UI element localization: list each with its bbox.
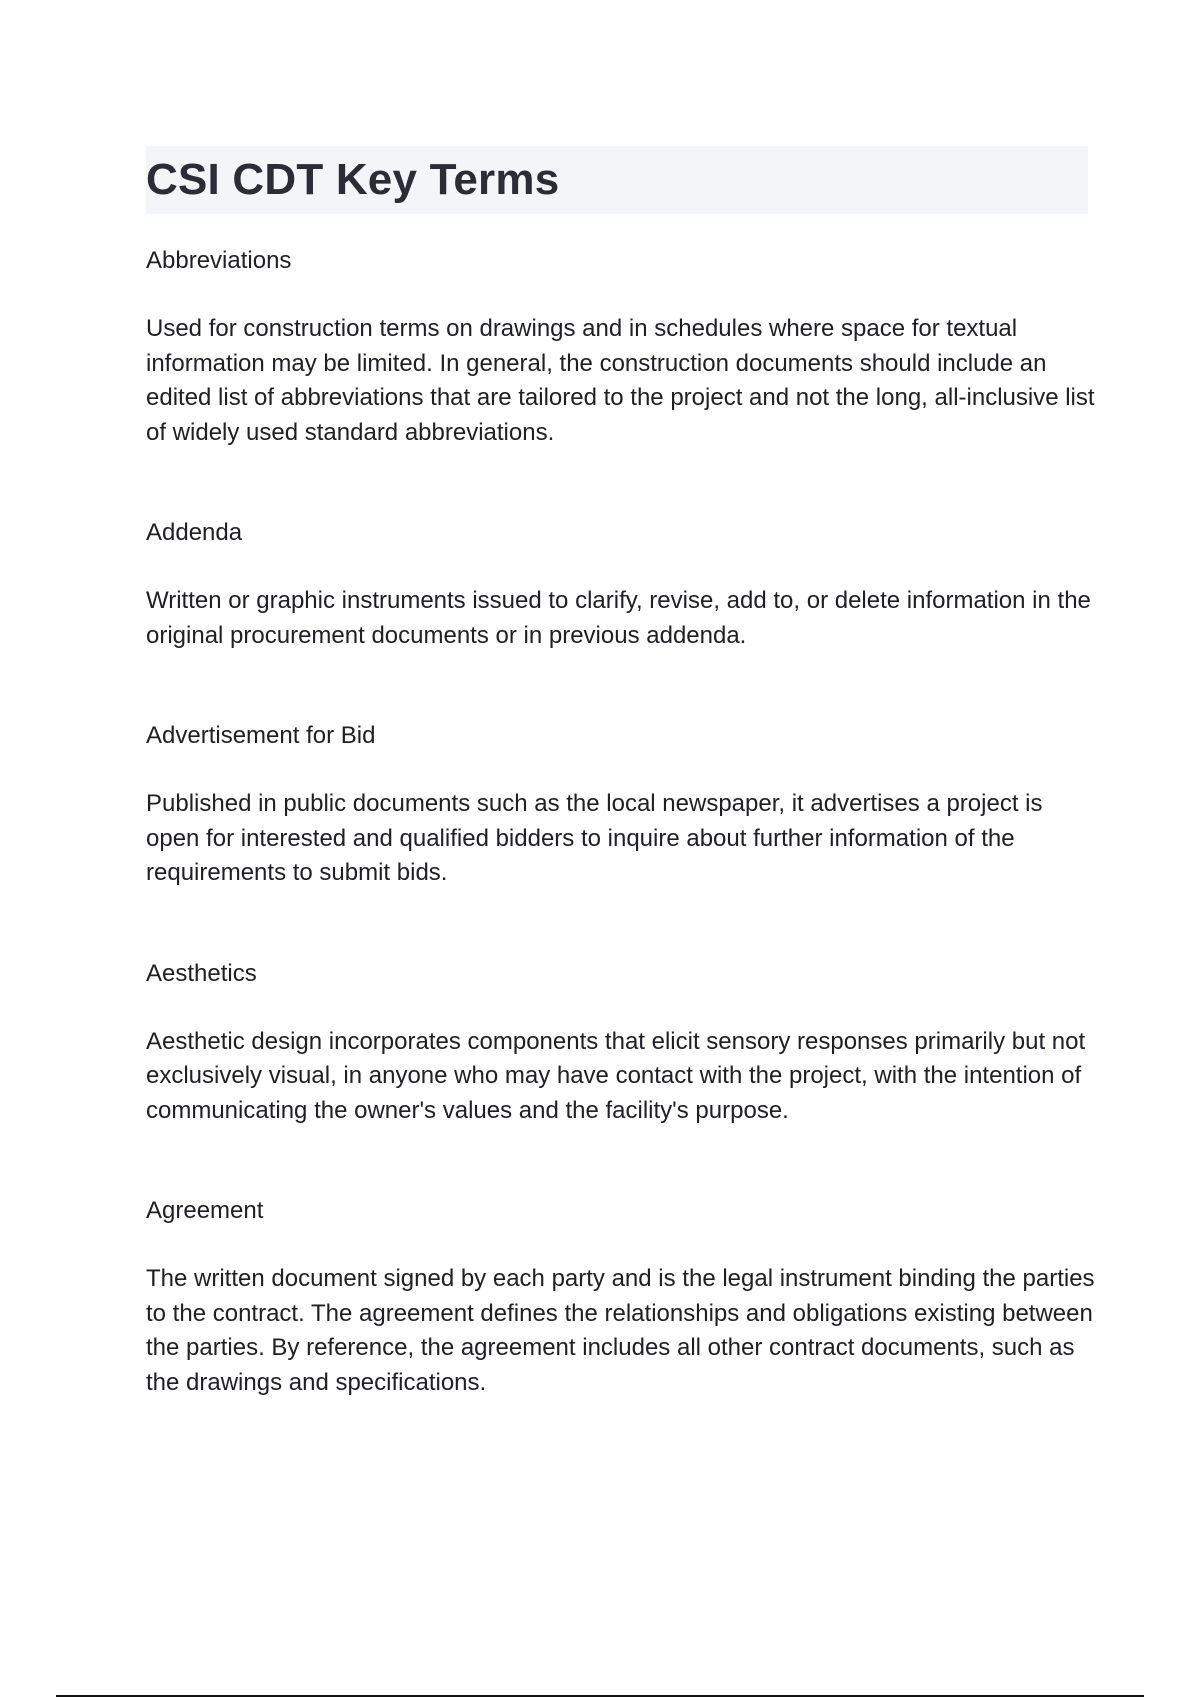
page-title: CSI CDT Key Terms <box>146 155 560 204</box>
term-entry <box>146 516 1096 653</box>
term-name: Abbreviations <box>146 247 292 274</box>
term-entry <box>146 1194 1096 1400</box>
term-name: Agreement <box>146 1197 264 1224</box>
term-definition: Published in public documents such as the local newspaper, it advertises a project is open for interested and qualified bidders to inquire about further information of the requirements to submit bids. <box>146 790 1043 886</box>
term-entry <box>146 957 1096 1129</box>
term-definition: The written document signed by each party and is the legal instrument binding the parties to the contract. The agreement defines the relationships and obligations existing between the parties. By reference, the agreement includes all other contract documents, such as the drawings and specifications. <box>146 1265 1095 1396</box>
term-definition: Written or graphic instruments issued to clarify, revise, add to, or delete information in the original procurement documents or in previous addenda. <box>146 587 1091 649</box>
term-name: Aesthetics <box>146 959 257 987</box>
footer-divider <box>56 1695 1144 1697</box>
term-definition: Aesthetic design incorporates components that elicit sensory responses primarily but not exclusively visual, in anyone who may have contact with the project, with the intention of communicating the owner's values and the facility's purpose. <box>146 1027 1086 1124</box>
term-entry <box>146 244 1096 450</box>
term-name: Advertisement for Bid <box>146 722 376 749</box>
term-name: Addenda <box>146 519 243 546</box>
term-definition: Used for construction terms on drawings and in schedules where space for textual information may be limited. In general, the construction documents should include an edited list of abbreviations that are tailored to the project and not the long, all-inclusive list of widely used standard abbreviations. <box>146 315 1095 446</box>
term-entry <box>146 719 1096 891</box>
terms-list <box>146 244 1096 1466</box>
